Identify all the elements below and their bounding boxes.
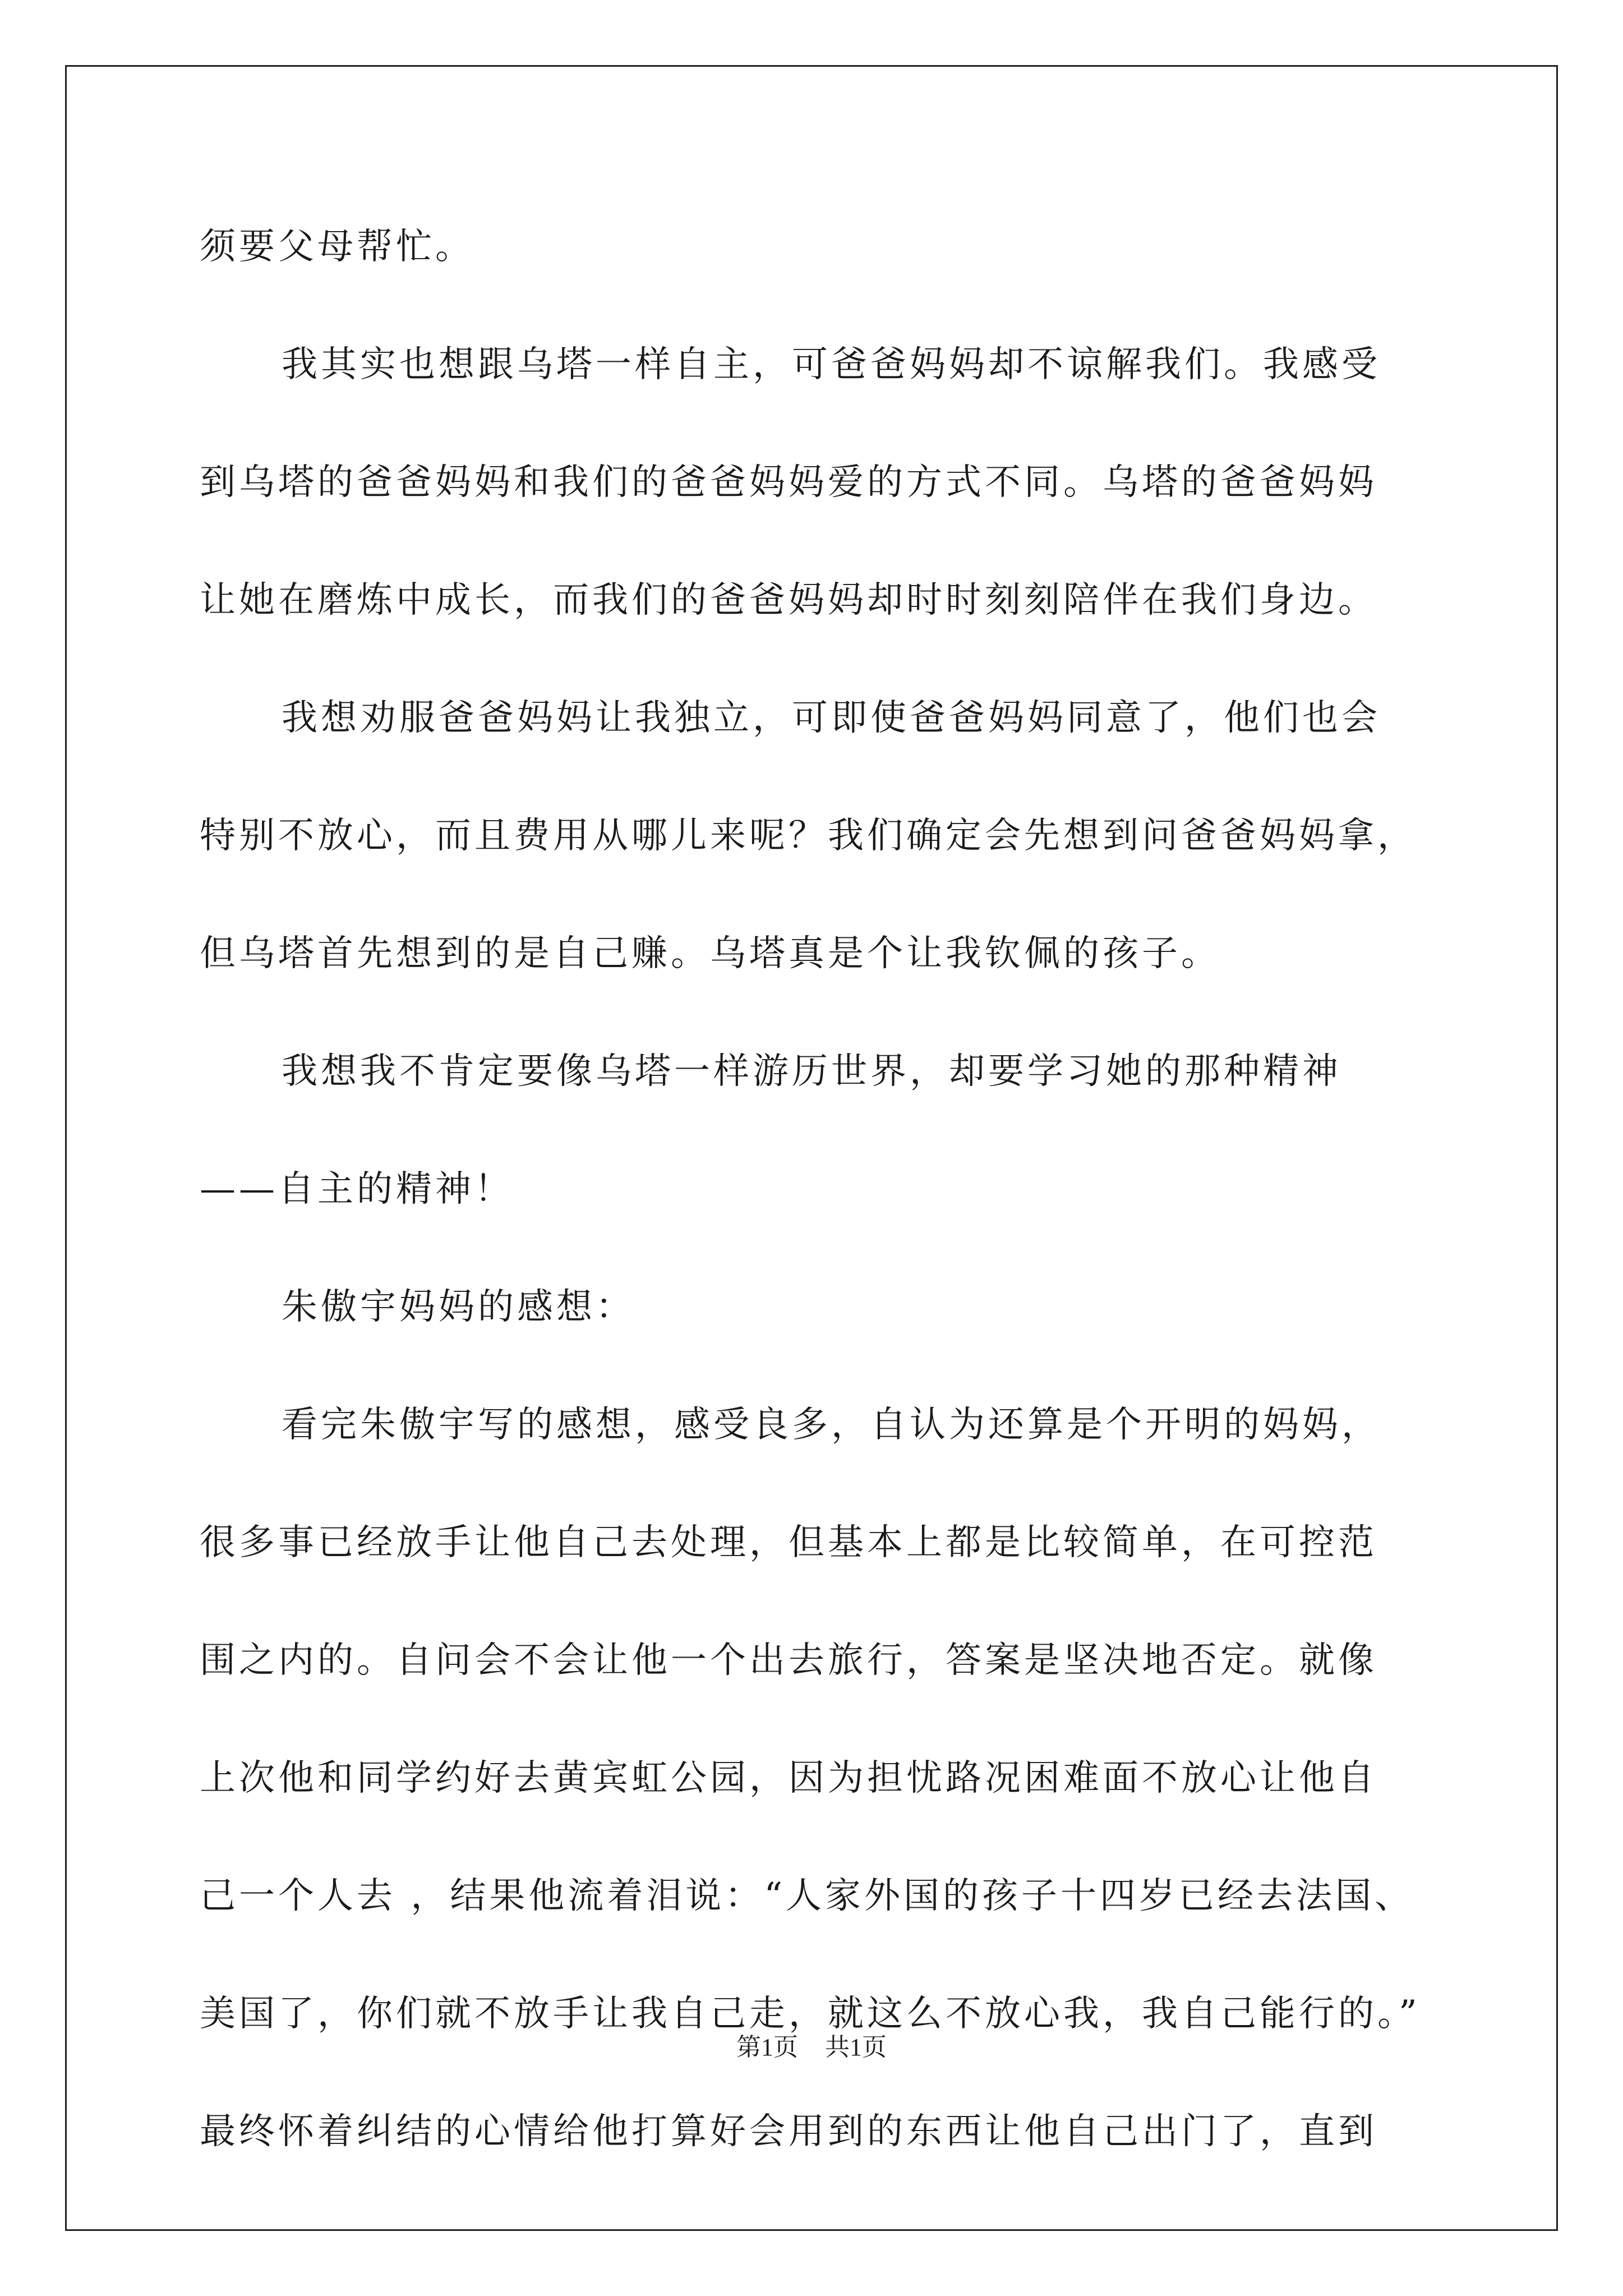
text-line-13: 围之内的。自问会不会让他一个出去旅行，答案是坚决地否定。就像 bbox=[200, 1640, 1377, 1681]
text-line-7: 但乌塔首先想到的是自己赚。乌塔真是个让我钦佩的孩子。 bbox=[200, 933, 1220, 974]
text-line-1: 须要父母帮忙。 bbox=[200, 226, 474, 268]
text-line-14: 上次他和同学约好去黄宾虹公园，因为担忧路况困难面不放心让他自 bbox=[200, 1757, 1377, 1799]
text-line-6: 特别不放心，而且费用从哪儿来呢？我们确定会先想到问爸爸妈妈拿， bbox=[200, 815, 1417, 857]
page-number: 第1页 bbox=[736, 2033, 798, 2061]
text-line-2: 我其实也想跟乌塔一样自主，可爸爸妈妈却不谅解我们。我感受 bbox=[282, 344, 1381, 385]
text-line-11: 看完朱傲宇写的感想，感受良多，自认为还算是个开明的妈妈， bbox=[282, 1404, 1381, 1446]
text-line-4: 让她在磨炼中成长，而我们的爸爸妈妈却时时刻刻陪伴在我们身边。 bbox=[200, 579, 1377, 621]
text-line-16: 美国了，你们就不放手让我自己走，就这么不放心我，我自己能行的。” bbox=[200, 1993, 1421, 2035]
page-footer bbox=[0, 2031, 1623, 2064]
text-line-15: 己一个人去 ，结果他流着泪说：“人家外国的孩子十四岁已经去法国、 bbox=[200, 1875, 1414, 1917]
text-line-17: 最终怀着纠结的心情给他打算好会用到的东西让他自己出门了，直到 bbox=[200, 2111, 1377, 2152]
text-line-9: ——自主的精神！ bbox=[200, 1168, 514, 1210]
text-line-12: 很多事已经放手让他自己去处理，但基本上都是比较简单，在可控范 bbox=[200, 1522, 1377, 1563]
text-line-10: 朱傲宇妈妈的感想： bbox=[282, 1286, 635, 1328]
text-line-3: 到乌塔的爸爸妈妈和我们的爸爸妈妈爱的方式不同。乌塔的爸爸妈妈 bbox=[200, 462, 1377, 503]
text-line-8: 我想我不肯定要像乌塔一样游历世界，却要学习她的那种精神 bbox=[282, 1051, 1341, 1092]
text-line-5: 我想劝服爸爸妈妈让我独立，可即使爸爸妈妈同意了，他们也会 bbox=[282, 697, 1381, 739]
page-total: 共1页 bbox=[825, 2033, 887, 2061]
